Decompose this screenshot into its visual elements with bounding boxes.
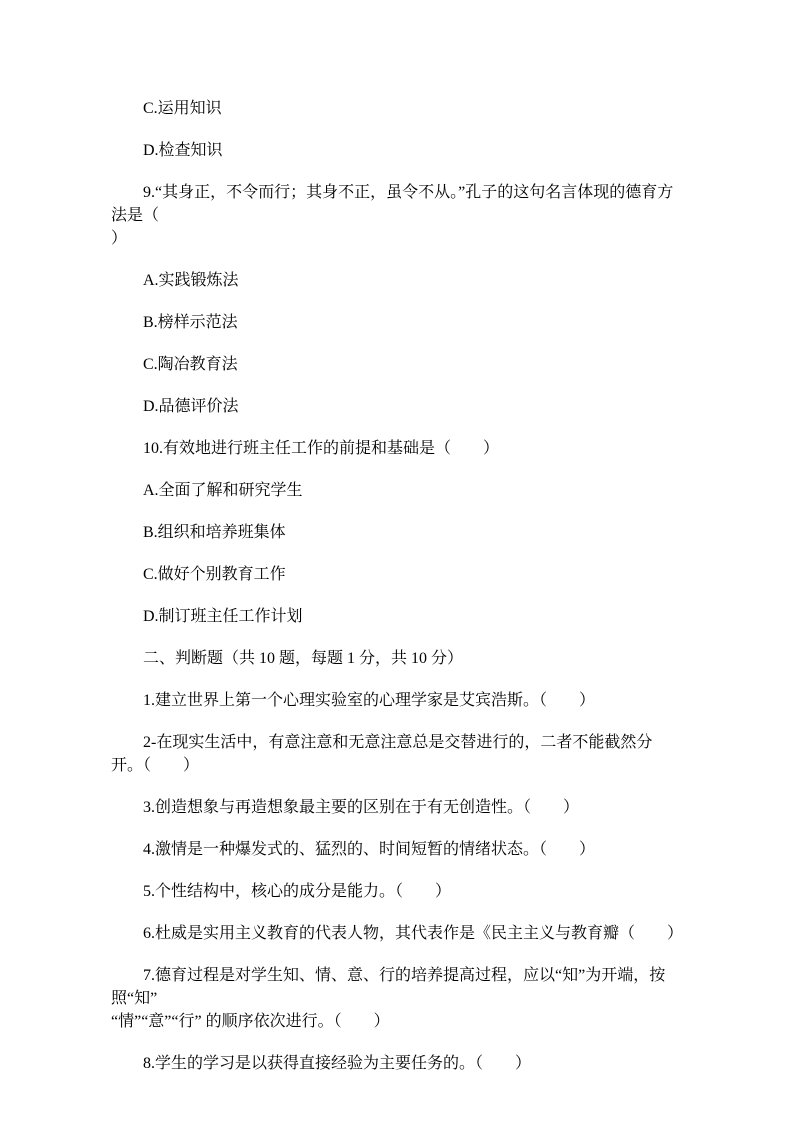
tf-item-5 [111,880,682,903]
mc-option-q10-a-text: A.全面了解和研究学生 [143,482,303,499]
tf-item-6-text: 6.杜威是实用主义教育的代表人物，其代表作是《民主主义与教育瓣（ ） [143,925,684,942]
mc-option-q8-d-text: D.检查知识 [143,142,223,159]
mc-option-q9-a-text: A.实践锻炼法 [143,272,239,289]
tf-item-7-line-1: 7.德育过程是对学生知、情、意、行的培养提高过程，应以“知”为开端，按照“知” [111,967,666,1007]
tf-item-4 [111,838,682,861]
mc-option-q9-d-text: D.品德评价法 [143,398,239,415]
tf-item-8 [111,1052,682,1075]
question-9-stem-line-2: ） [111,230,128,247]
question-9-stem-line-1: 9.“其身正，不令而行；其身不正，虽令不从。”孔子的这句名言体现的德育方法是（ [111,184,674,224]
tf-item-3 [111,796,682,819]
mc-option-q10-c-text: C.做好个别教育工作 [143,566,286,583]
mc-option-q9-c [111,353,682,376]
question-9-stem [111,181,682,250]
tf-item-7 [111,964,682,1033]
mc-option-q9-c-text: C.陶冶教育法 [143,356,238,373]
mc-option-q10-a [111,479,682,502]
mc-option-q9-b [111,311,682,334]
mc-option-q9-d [111,395,682,418]
mc-option-q10-c [111,563,682,586]
tf-item-5-text: 5.个性结构中，核心的成分是能力。（ ） [143,883,452,900]
section-heading-true-false-text: 二、判断题（共 10 题，每题 1 分，共 10 分） [143,650,464,667]
question-10-stem-text: 10.有效地进行班主任工作的前提和基础是（ ） [143,440,500,457]
mc-option-q10-d-text: D.制订班主任工作计划 [143,608,303,625]
mc-option-q9-b-text: B.榜样示范法 [143,314,238,331]
tf-item-2 [111,731,682,777]
tf-item-3-text: 3.创造想象与再造想象最主要的区别在于有无创造性。（ ） [143,799,580,816]
mc-option-q9-a [111,269,682,292]
tf-item-6 [111,922,682,945]
tf-item-4-text: 4.激情是一种爆发式的、猛烈的、时间短暂的情绪状态。（ ） [143,841,596,858]
mc-option-q10-d [111,605,682,628]
mc-option-q8-c [111,97,682,120]
tf-item-1-text: 1.建立世界上第一个心理实验室的心理学家是艾宾浩斯。（ ） [143,692,596,709]
mc-option-q8-d [111,139,682,162]
question-10-stem [111,437,682,460]
tf-item-8-text: 8.学生的学习是以获得直接经验为主要任务的。（ ） [143,1055,532,1072]
mc-option-q10-b [111,521,682,544]
mc-option-q8-c-text: C.运用知识 [143,100,222,117]
mc-option-q10-b-text: B.组织和培养班集体 [143,524,286,541]
section-heading-true-false [111,647,682,670]
tf-item-1 [111,689,682,712]
tf-item-7-line-2: “情”“意”“行” 的顺序依次进行。（ ） [111,1013,390,1030]
tf-item-2-text: 2-在现实生活中，有意注意和无意注意总是交替进行的，二者不能截然分开。（ ） [111,734,653,774]
